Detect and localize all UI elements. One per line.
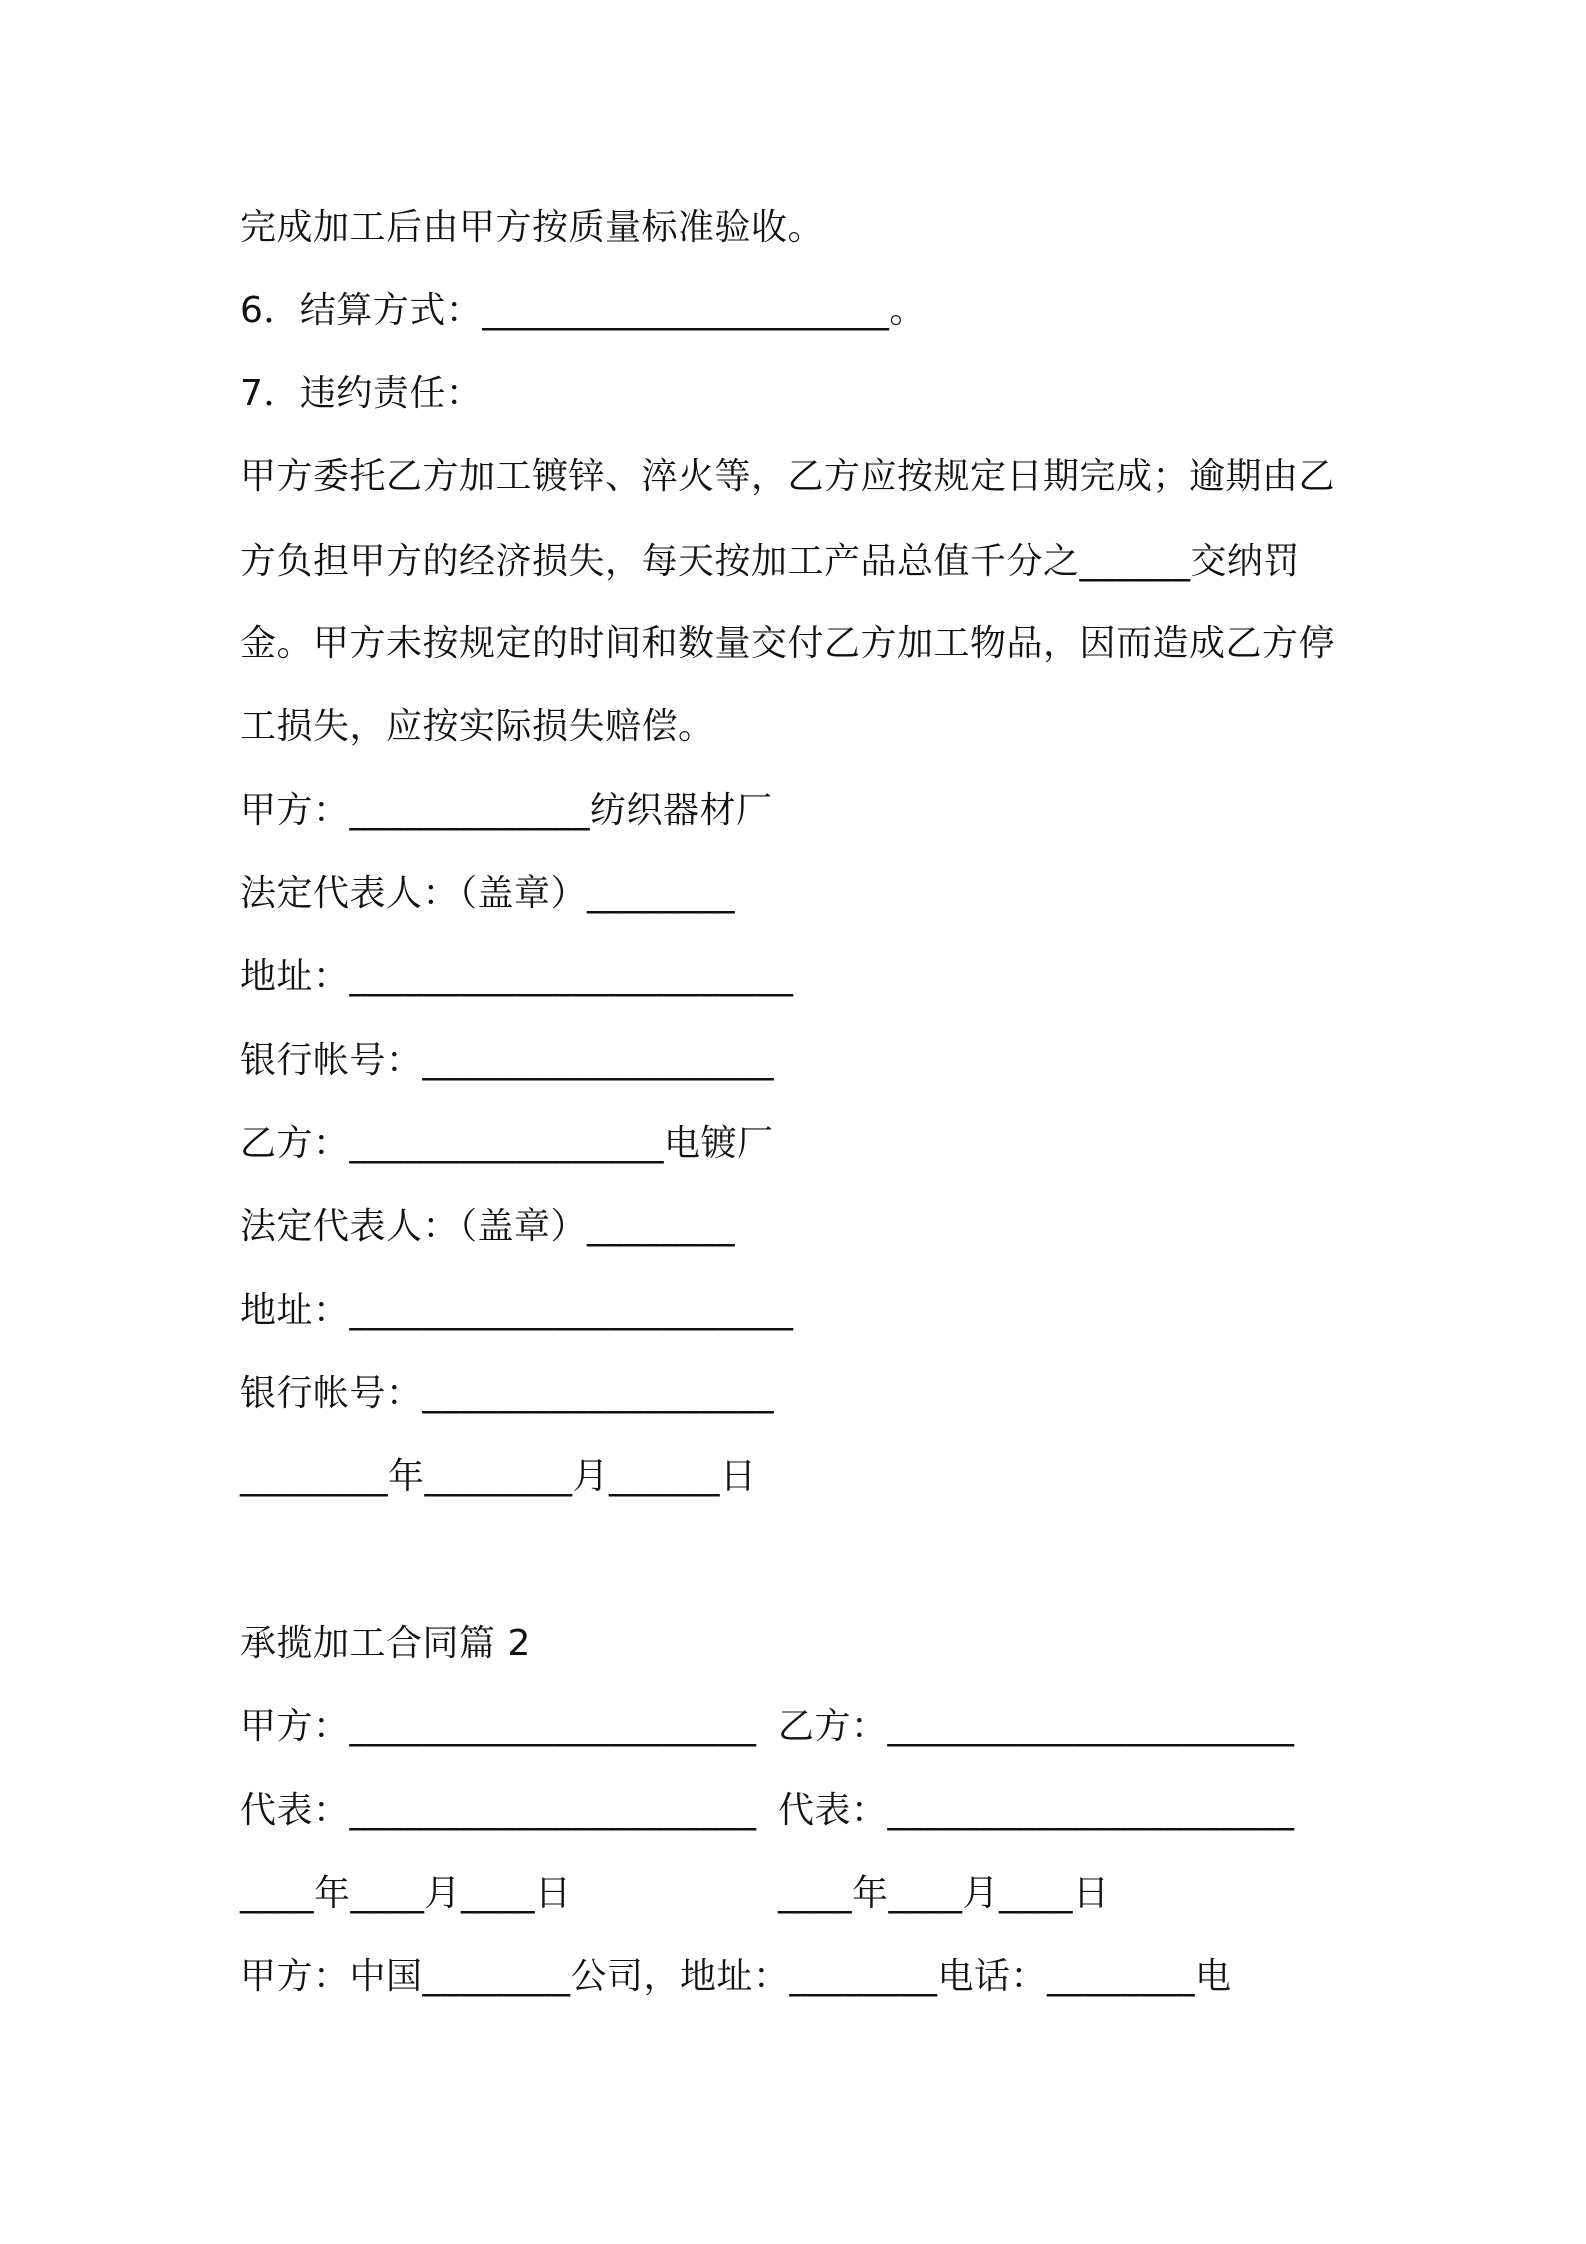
item-settlement-method: 6．结算方式：______________________。 (240, 290, 926, 331)
party-b-bank-account: 银行帐号：___________________ (240, 1373, 775, 1414)
liability-paragraph-line-4: 工损失，应按实际损失赔偿。 (240, 706, 715, 747)
liability-paragraph-line-1: 甲方委托乙方加工镀锌、淬火等，乙方应按规定日期完成；逾期由乙 (240, 456, 1336, 497)
party-b-representative: 法定代表人：（盖章）________ (240, 1206, 736, 1247)
section-title: 承揽加工合同篇 2 (240, 1623, 531, 1664)
date-a: ____年____月____日 (240, 1873, 572, 1914)
liability-paragraph-line-2: 方负担甲方的经济损失，每天按加工产品总值千分之______交纳罚 (240, 541, 1301, 582)
item-liability: 7．违约责任： (240, 373, 483, 414)
paragraph-acceptance: 完成加工后由甲方按质量标准验收。 (240, 207, 825, 248)
signing-date: ________年________月______日 (240, 1456, 757, 1497)
party-a-bank-account: 银行帐号：___________________ (240, 1040, 775, 1081)
liability-paragraph-line-3: 金。甲方未按规定的时间和数量交付乙方加工物品，因而造成乙方停 (240, 623, 1336, 664)
party-b-name: 乙方：_________________电镀厂 (240, 1123, 774, 1164)
sign-party-b: 乙方：______________________ (778, 1706, 1295, 1747)
representative-a: 代表：______________________ (240, 1790, 757, 1831)
party-a-address: 地址：________________________ (240, 956, 794, 997)
party-b-address: 地址：________________________ (240, 1290, 794, 1331)
party-a-representative: 法定代表人：（盖章）________ (240, 873, 736, 914)
party-a-name: 甲方：_____________纺织器材厂 (240, 790, 773, 831)
representative-b: 代表：______________________ (778, 1790, 1295, 1831)
sign-party-a: 甲方：______________________ (240, 1706, 757, 1747)
date-b: ____年____月____日 (778, 1873, 1110, 1914)
party-a-details: 甲方：中国________公司，地址：________电话：________电 (240, 1956, 1232, 1997)
